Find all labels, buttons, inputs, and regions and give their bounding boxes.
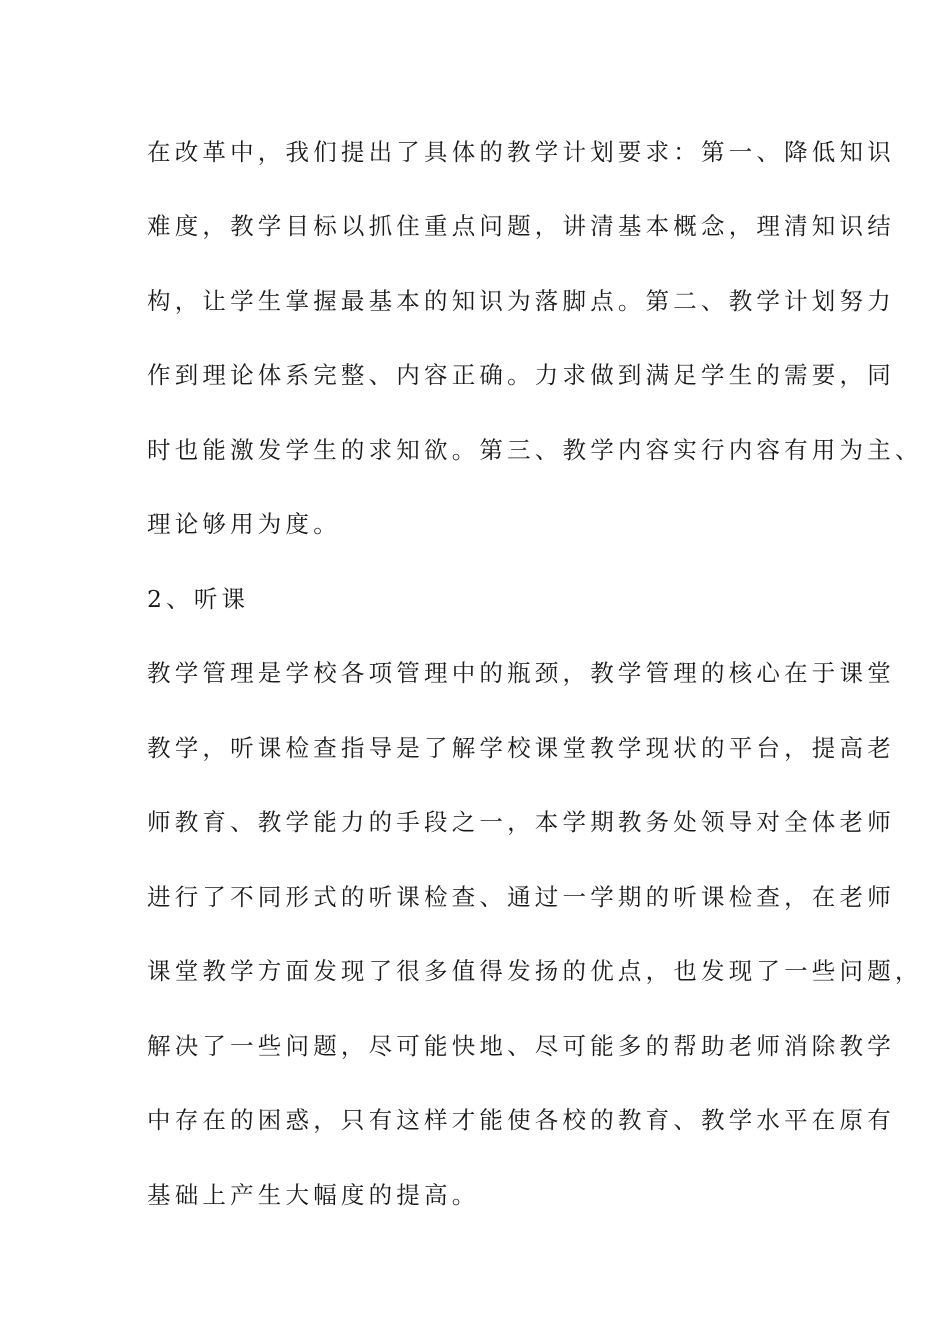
paragraph-2-line-1: 教学管理是学校各项管理中的瓶颈，教学管理的核心在于课堂 xyxy=(147,659,895,687)
paragraph-2-line-8: 基础上产生大幅度的提高。 xyxy=(147,1181,480,1209)
paragraph-1-line-6: 理论够用为度。 xyxy=(147,510,341,538)
paragraph-2-line-3: 师教育、教学能力的手段之一，本学期教务处领导对全体老师 xyxy=(147,808,895,836)
paragraph-1-line-5: 时也能激发学生的求知欲。第三、教学内容实行内容有用为主、 xyxy=(147,436,923,464)
paragraph-2-line-6: 解决了一些问题，尽可能快地、尽可能多的帮助老师消除教学 xyxy=(147,1032,895,1060)
paragraph-2-line-5: 课堂教学方面发现了很多值得发扬的优点，也发现了一些问题， xyxy=(147,957,923,985)
paragraph-2-line-7: 中存在的困惑，只有这样才能使各校的教育、教学水平在原有 xyxy=(147,1106,895,1134)
paragraph-2-line-2: 教学，听课检查指导是了解学校课堂教学现状的平台，提高老 xyxy=(147,734,895,762)
paragraph-1-line-1: 在改革中，我们提出了具体的教学计划要求：第一、降低知识 xyxy=(147,138,895,166)
section-heading-2: 2、听课 xyxy=(147,585,250,613)
paragraph-1-line-4: 作到理论体系完整、内容正确。力求做到满足学生的需要，同 xyxy=(147,361,895,389)
paragraph-1-line-3: 构，让学生掌握最基本的知识为落脚点。第二、教学计划努力 xyxy=(147,287,895,315)
paragraph-1-line-2: 难度，教学目标以抓住重点问题，讲清基本概念，理清知识结 xyxy=(147,212,895,240)
paragraph-2-line-4: 进行了不同形式的听课检查、通过一学期的听课检查，在老师 xyxy=(147,883,895,911)
